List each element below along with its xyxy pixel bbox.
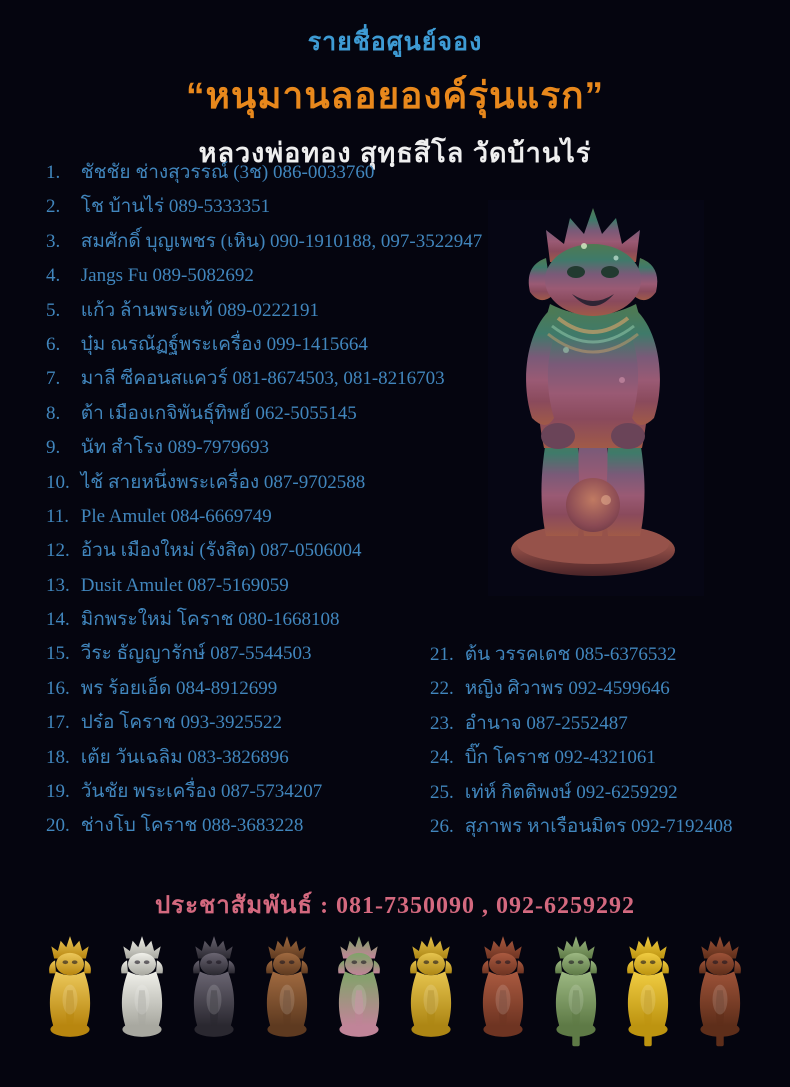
amulet-variant-rainbow-patina	[331, 928, 387, 1058]
list-item-number: 22.	[430, 678, 454, 700]
list-item-text: ปร๋อ โคราช 093-3925522	[76, 712, 282, 734]
list-item	[46, 259, 482, 293]
list-item-number: 13.	[46, 574, 70, 596]
list-item	[46, 809, 482, 843]
list-item-text: แก้ว ล้านพระแท้ 089-0222191	[76, 299, 320, 321]
amulet-variant-red-copper	[475, 928, 531, 1058]
list-item-number: 24.	[430, 747, 454, 769]
list-item	[430, 638, 732, 672]
list-item-number: 19.	[46, 781, 70, 803]
list-item-text: สุภาพร หาเรือนมิตร 092-7192408	[460, 815, 733, 837]
list-item	[46, 466, 482, 500]
list-item-text: บุ๋ม ณรณัฏฐ์พระเครื่อง 099-1415664	[76, 333, 368, 355]
list-item	[46, 500, 482, 534]
list-item-text: Jangs Fu 089-5082692	[76, 265, 254, 287]
list-item-text: อำนาจ 087-2552487	[460, 712, 628, 734]
list-item-number: 10.	[46, 471, 70, 493]
hanuman-amulet-photo	[488, 200, 704, 596]
list-item-number: 26.	[430, 815, 454, 837]
reservation-list-left	[46, 156, 482, 844]
list-item	[46, 741, 482, 775]
amulet-variant-bright-gold	[620, 928, 676, 1058]
list-item-text: Ple Amulet 084-6669749	[76, 505, 272, 527]
list-item	[46, 156, 482, 190]
list-item-text: นัท สำโรง 089-7979693	[76, 437, 270, 459]
list-item	[46, 706, 482, 740]
list-item-text: มิกพระใหม่ โคราช 080-1668108	[76, 609, 340, 631]
list-item	[46, 637, 482, 671]
amulet-variant-lead-black	[186, 928, 242, 1058]
page-title: รายชื่อศูนย์จอง	[307, 28, 483, 56]
list-item	[46, 534, 482, 568]
list-item-number: 21.	[430, 644, 454, 665]
list-item-number: 12.	[46, 540, 70, 562]
list-item	[46, 569, 482, 603]
list-item-number: 15.	[46, 643, 70, 665]
list-item-text: ต้น วรรคเดช 085-6376532	[460, 644, 677, 665]
edition-title: “หนุมานลอยองค์รุ่นแรก”	[185, 75, 605, 116]
list-item	[430, 707, 732, 741]
list-item	[46, 328, 482, 362]
list-item	[46, 397, 482, 431]
list-item-number: 17.	[46, 712, 70, 734]
amulet-variants-row	[42, 928, 748, 1060]
list-item-number: 25.	[430, 781, 454, 803]
list-item-number: 23.	[430, 712, 454, 734]
list-item-number: 14.	[46, 609, 70, 631]
list-item-number: 20.	[46, 815, 70, 837]
list-item-number: 3.	[46, 230, 61, 252]
list-item	[46, 190, 482, 224]
list-item	[46, 775, 482, 809]
list-item-number: 6.	[46, 333, 61, 355]
list-item-number: 5.	[46, 299, 61, 321]
list-item	[430, 810, 732, 844]
list-item	[46, 603, 482, 637]
list-item	[46, 672, 482, 706]
list-item-text: หญิง ศิวาพร 092-4599646	[460, 678, 670, 700]
reservation-list-right	[430, 638, 732, 844]
list-item	[46, 294, 482, 328]
list-item-text: มาลี ซีคอนสแควร์ 081-8674503, 081-8216703	[76, 368, 445, 390]
list-item	[46, 225, 482, 259]
amulet-variant-copper-bronze	[259, 928, 315, 1058]
hanuman-amulet-illustration	[488, 200, 704, 596]
list-item	[46, 362, 482, 396]
poster-header	[0, 22, 790, 174]
list-item-text: เต้ย วันเฉลิม 083-3826896	[76, 746, 289, 768]
amulet-variant-red-brown	[692, 928, 748, 1058]
amulet-variant-silver	[114, 928, 170, 1058]
list-item-text: วีระ ธัญญารักษ์ 087-5544503	[76, 643, 312, 665]
list-item-text: บิ๊ก โคราช 092-4321061	[460, 747, 656, 769]
list-item-text: เท่ห์ กิตติพงษ์ 092-6259292	[460, 781, 678, 803]
amulet-variant-gold-yellow	[403, 928, 459, 1058]
list-item-text: พร ร้อยเอ็ด 084-8912699	[76, 677, 278, 699]
list-item	[46, 431, 482, 465]
list-item-number: 1.	[46, 162, 61, 183]
list-item-text: อ้วน เมืองใหม่ (รังสิต) 087-0506004	[76, 540, 362, 562]
list-item-number: 8.	[46, 402, 61, 424]
list-item	[430, 776, 732, 810]
list-item-number: 16.	[46, 677, 70, 699]
list-item-number: 2.	[46, 196, 61, 218]
list-item-text: ชัชชัย ช่างสุวรรณ์ (3ช) 086-0033760	[76, 162, 375, 183]
list-item	[430, 741, 732, 775]
list-item-number: 4.	[46, 265, 61, 287]
list-item-text: ช่างโบ โคราช 088-3683228	[76, 815, 304, 837]
list-item-number: 9.	[46, 437, 61, 459]
list-item-number: 11.	[46, 505, 70, 527]
list-item-number: 18.	[46, 746, 70, 768]
list-item	[430, 672, 732, 706]
list-item-text: โช บ้านไร่ 089-5333351	[76, 196, 271, 218]
amulet-variant-gold	[42, 928, 98, 1058]
list-item-text: วันชัย พระเครื่อง 087-5734207	[76, 781, 323, 803]
list-item-text: Dusit Amulet 087-5169059	[76, 574, 289, 596]
amulet-variant-green-patina	[548, 928, 604, 1058]
list-item-text: สมศักดิ์ บุญเพชร (เหิน) 090-1910188, 097-3522947	[76, 230, 483, 252]
contact-line: ประชาสัมพันธ์ : 081-7350090 , 092-6259292	[154, 893, 636, 919]
monk-temple-subtitle: หลวงพ่อทอง สุทฺธสีโล วัดบ้านไร่	[198, 138, 592, 168]
list-item-number: 7.	[46, 368, 61, 390]
list-item-text: ไช้ สายหนึ่งพระเครื่อง 087-9702588	[76, 471, 366, 493]
list-item-text: ต้า เมืองเกจิพันธุ์ทิพย์ 062-5055145	[76, 402, 357, 424]
